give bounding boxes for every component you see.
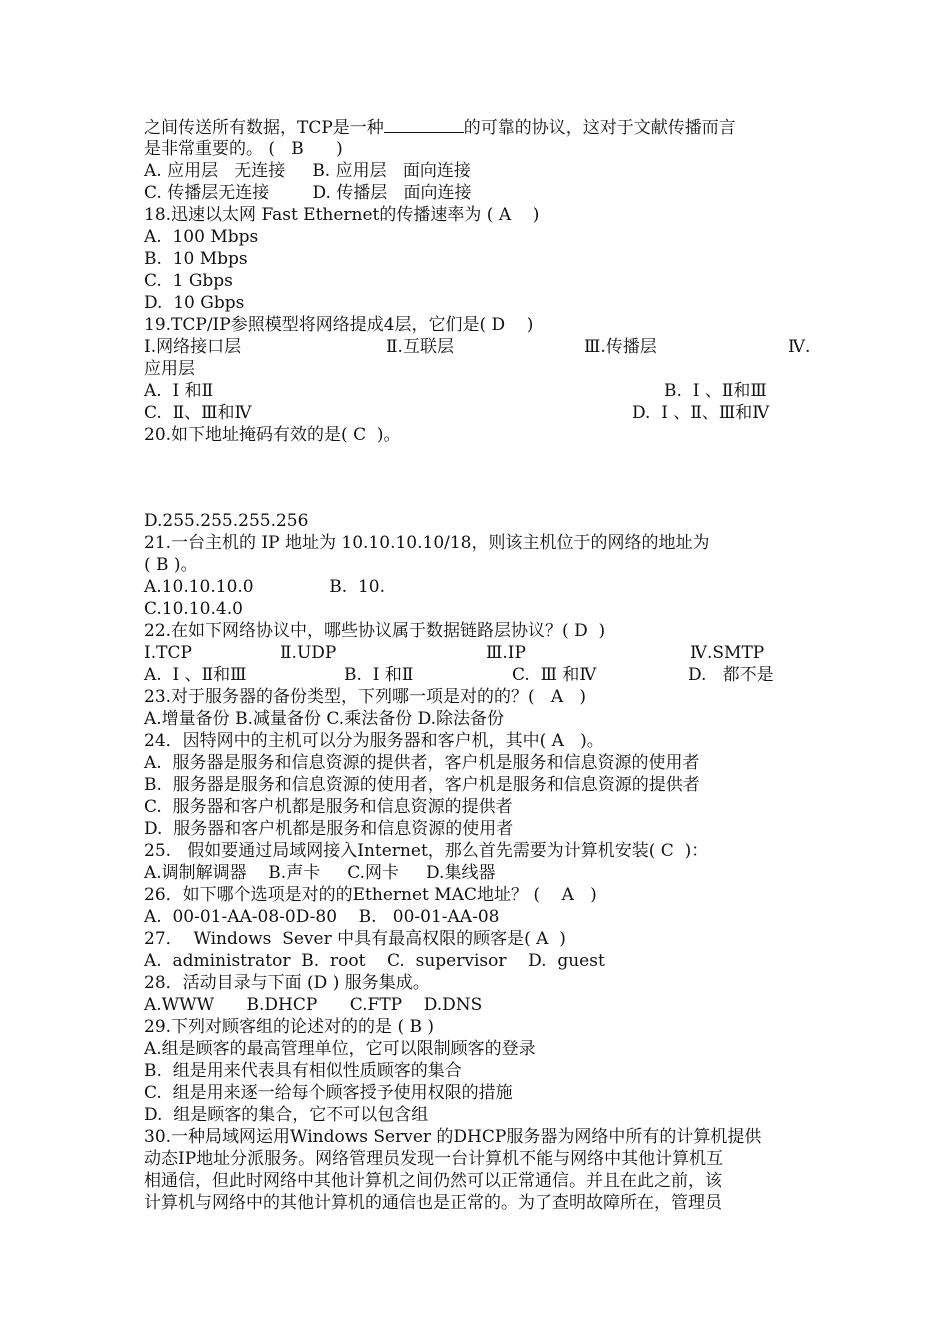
q24-option-a: A. 服务器是服务和信息资源的提供者，客户机是服务和信息资源的使用者 (144, 753, 700, 773)
q22-option-d: D. 都不是 (688, 665, 774, 685)
q30-line1: 30.一种局域网运用Windows Server 的DHCP服务器为网络中所有的计算机提供 (144, 1127, 762, 1147)
q29-option-a: A.组是顾客的最高管理单位，它可以限制顾客的登录 (144, 1039, 536, 1059)
q19-item-4-cont: 应用层 (144, 359, 195, 379)
q22-option-a: A. Ⅰ 、Ⅱ和Ⅲ (144, 665, 247, 685)
q24-option-b: B. 服务器是服务和信息资源的使用者，客户机是服务和信息资源的提供者 (144, 775, 700, 795)
q21-option-c: C.10.10.4.0 (144, 599, 243, 619)
q17-line1-text-a: 之间传送所有数据，TCP是一种 (144, 118, 384, 138)
q30-line4: 计算机与网络中的其他计算机的通信也是正常的。为了查明故障所在，管理员 (144, 1193, 722, 1213)
q29-stem: 29.下列对顾客组的论述对的的是 ( B ) (144, 1017, 435, 1037)
q19-stem: 19.TCP/IP参照模型将网络提成4层，它们是( D ) (144, 315, 534, 335)
q27-options: A. administrator B. root C. supervisor D. guest (144, 951, 605, 971)
q29-option-d: D. 组是顾客的集合，它不可以包含组 (144, 1105, 429, 1125)
q29-option-c: C. 组是用来逐一给每个顾客授予使用权限的措施 (144, 1083, 513, 1103)
q22-option-b: B. Ⅰ 和Ⅱ (344, 665, 414, 685)
q22-item-3: Ⅲ.IP (486, 643, 526, 663)
q17-line2: 是非常重要的。 ( B ) (144, 139, 343, 159)
q17-line1 (144, 116, 736, 138)
q28-options: A.WWW B.DHCP C.FTP D.DNS (144, 995, 483, 1015)
q19-option-c: C. Ⅱ、Ⅲ和Ⅳ (144, 403, 252, 423)
q17-options-ab: A. 应用层 无连接 B. 应用层 面向连接 (144, 161, 471, 181)
q22-item-2: Ⅱ.UDP (280, 643, 337, 663)
q21-answer: ( B )。 (144, 555, 198, 575)
q24-option-d: D. 服务器和客户机都是服务和信息资源的使用者 (144, 819, 514, 839)
q25-stem: 25. 假如要通过局域网接入Internet，那么首先需要为计算机安装( C )： (144, 841, 709, 861)
q26-options: A. 00-01-AA-08-0D-80 B. 00-01-AA-08 (144, 907, 500, 927)
q20-option-d: D.255.255.255.256 (144, 511, 309, 531)
q20-stem: 20.如下地址掩码有效的是( C )。 (144, 425, 401, 445)
q18-option-c: C. 1 Gbps (144, 271, 233, 291)
q22-item-1: Ⅰ.TCP (144, 643, 192, 663)
q18-stem: 18.迅速以太网 Fast Ethernet的传播速率为 ( A ) (144, 205, 540, 225)
q19-item-2: Ⅱ.互联层 (386, 337, 454, 357)
q19-item-3: Ⅲ.传播层 (584, 337, 657, 357)
q19-item-4: Ⅳ. (788, 337, 811, 357)
q19-option-b: B. Ⅰ 、Ⅱ和Ⅲ (664, 381, 767, 401)
q23-stem: 23.对于服务器的备份类型，下列哪一项是对的的？( A ) (144, 687, 586, 707)
q28-stem: 28．活动目录与下面 (D ) 服务集成。 (144, 973, 430, 993)
q27-stem: 27． Windows Sever 中具有最高权限的顾客是( A ) (144, 929, 566, 949)
fill-blank (384, 116, 464, 133)
q22-item-4: Ⅳ.SMTP (690, 643, 765, 663)
q19-option-a: A. Ⅰ 和Ⅱ (144, 381, 214, 401)
q17-options-cd: C. 传播层无连接 D. 传播层 面向连接 (144, 183, 472, 203)
q17-line1-text-b: 的可靠的协议，这对于文献传播而言 (463, 118, 736, 138)
q24-option-c: C. 服务器和客户机都是服务和信息资源的提供者 (144, 797, 513, 817)
q18-option-b: B. 10 Mbps (144, 249, 248, 269)
q19-item-1: Ⅰ.网络接口层 (144, 337, 242, 357)
q21-stem: 21.一台主机的 IP 地址为 10.10.10.10/18，则该主机位于的网络的地址为 (144, 533, 710, 553)
q21-options-ab: A.10.10.10.0 B. 10. (144, 577, 385, 597)
q25-options: A.调制解调器 B.声卡 C.网卡 D.集线器 (144, 863, 496, 883)
q22-option-c: C. Ⅲ 和Ⅳ (512, 665, 597, 685)
q18-option-a: A. 100 Mbps (144, 227, 259, 247)
q24-stem: 24．因特网中的主机可以分为服务器和客户机，其中( A )。 (144, 731, 604, 751)
q18-option-d: D. 10 Gbps (144, 293, 245, 313)
q29-option-b: B. 组是用来代表具有相似性质顾客的集合 (144, 1061, 462, 1081)
q19-option-d: D. Ⅰ 、Ⅱ、Ⅲ和Ⅳ (632, 403, 770, 423)
q30-line2: 动态IP地址分派服务。网络管理员发现一台计算机不能与网络中其他计算机互 (144, 1149, 724, 1169)
q23-options: A.增量备份 B.减量备份 C.乘法备份 D.除法备份 (144, 709, 505, 729)
q26-stem: 26．如下哪个选项是对的的Ethernet MAC地址？ ( A ) (144, 885, 597, 905)
q22-stem: 22.在如下网络协议中，哪些协议属于数据链路层协议？( D ) (144, 621, 606, 641)
q30-line3: 相通信，但此时网络中其他计算机之间仍然可以正常通信。并且在此之前，该 (144, 1171, 722, 1191)
